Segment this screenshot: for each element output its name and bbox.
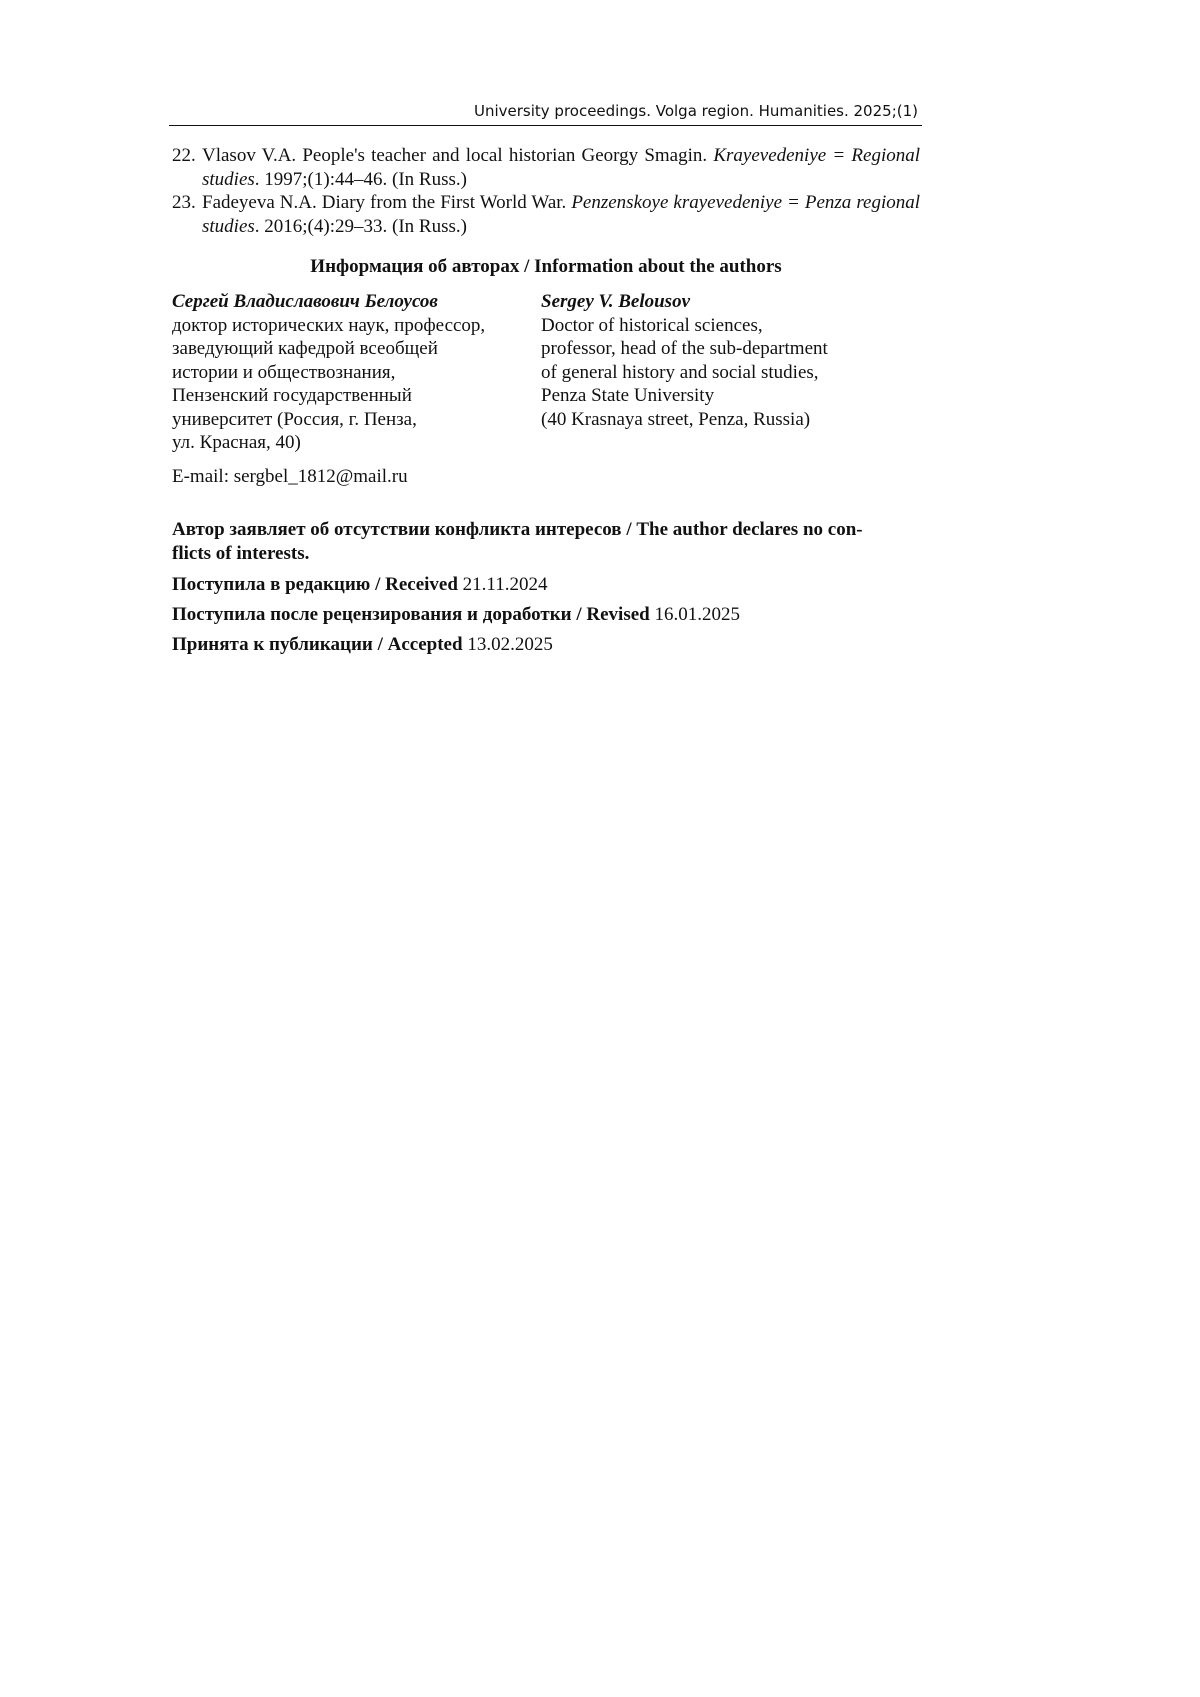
reference-source-title: Krayevedeniye = Regional studies [202,145,920,190]
revised-date [172,603,740,627]
revised-value: 16.01.2025 [649,604,740,625]
authors-section-title: Информация об авторах / Information about the authors [310,256,782,277]
author-affiliation-line: доктор исторических наук, профессор, [172,314,486,336]
conflict-of-interest-statement [172,518,920,565]
author-email: E-mail: sergbel_1812@mail.ru [172,466,408,487]
author-affiliation-line: университет (Россия, г. Пенза, [172,408,417,430]
author-affiliation-line: of general history and social studies, [541,361,819,383]
author-info-english [541,290,920,431]
author-affiliation-line: заведующий кафедрой всеобщей [172,338,438,359]
author-affiliation-line: Doctor of historical sciences, [541,314,763,336]
reference-text-part: . 2016;(4):29–33. (In Russ.) [254,215,467,237]
author-affiliation-line: истории и обществознания, [172,361,396,383]
author-affiliation-line: Пензенский государственный [172,385,412,406]
reference-text-part: Fadeyeva N.A. Diary from the First World War. [202,192,572,213]
revised-label: Поступила после рецензирования и доработки / Revised [172,604,650,625]
reference-text-part: . 1997;(1):44–46. (In Russ.) [254,168,467,190]
received-value: 21.11.2024 [457,574,548,595]
author-affiliation-line: ул. Красная, 40) [172,432,301,453]
author-info-russian [172,290,517,455]
author-name-ru: Сергей Владиславович Белоусов [172,291,438,312]
header-rule [169,125,922,126]
accepted-value: 13.02.2025 [462,634,553,655]
author-name-en: Sergey V. Belousov [541,291,691,312]
reference-number: 23. [172,192,196,213]
reference-item-22 [172,144,920,191]
author-affiliation-line: professor, head of the sub-department [541,338,828,359]
accepted-label: Принята к публикации / Accepted [172,634,463,655]
reference-text-part: Vlasov V.A. People's teacher and local historian Georgy Smagin. [202,145,714,166]
running-header: University proceedings. Volga region. Humanities. 2025;(1) [473,102,918,120]
received-label: Поступила в редакцию / Received [172,574,458,595]
received-date [172,573,547,597]
reference-list [172,144,920,238]
reference-text [202,191,920,238]
conflict-line: flicts of interests. [172,542,310,564]
author-affiliation-line: (40 Krasnaya street, Penza, Russia) [541,408,811,430]
reference-number: 22. [172,145,196,166]
conflict-line: Автор заявляет об отсутствии конфликта интересов / The author declares no con- [172,519,863,540]
author-affiliation-line: Penza State University [541,385,715,406]
reference-item-23 [172,191,920,238]
reference-source-title: Penzenskoye krayevedeniye = Penza regional studies [202,192,920,237]
reference-text [202,144,920,191]
accepted-date [172,633,553,657]
